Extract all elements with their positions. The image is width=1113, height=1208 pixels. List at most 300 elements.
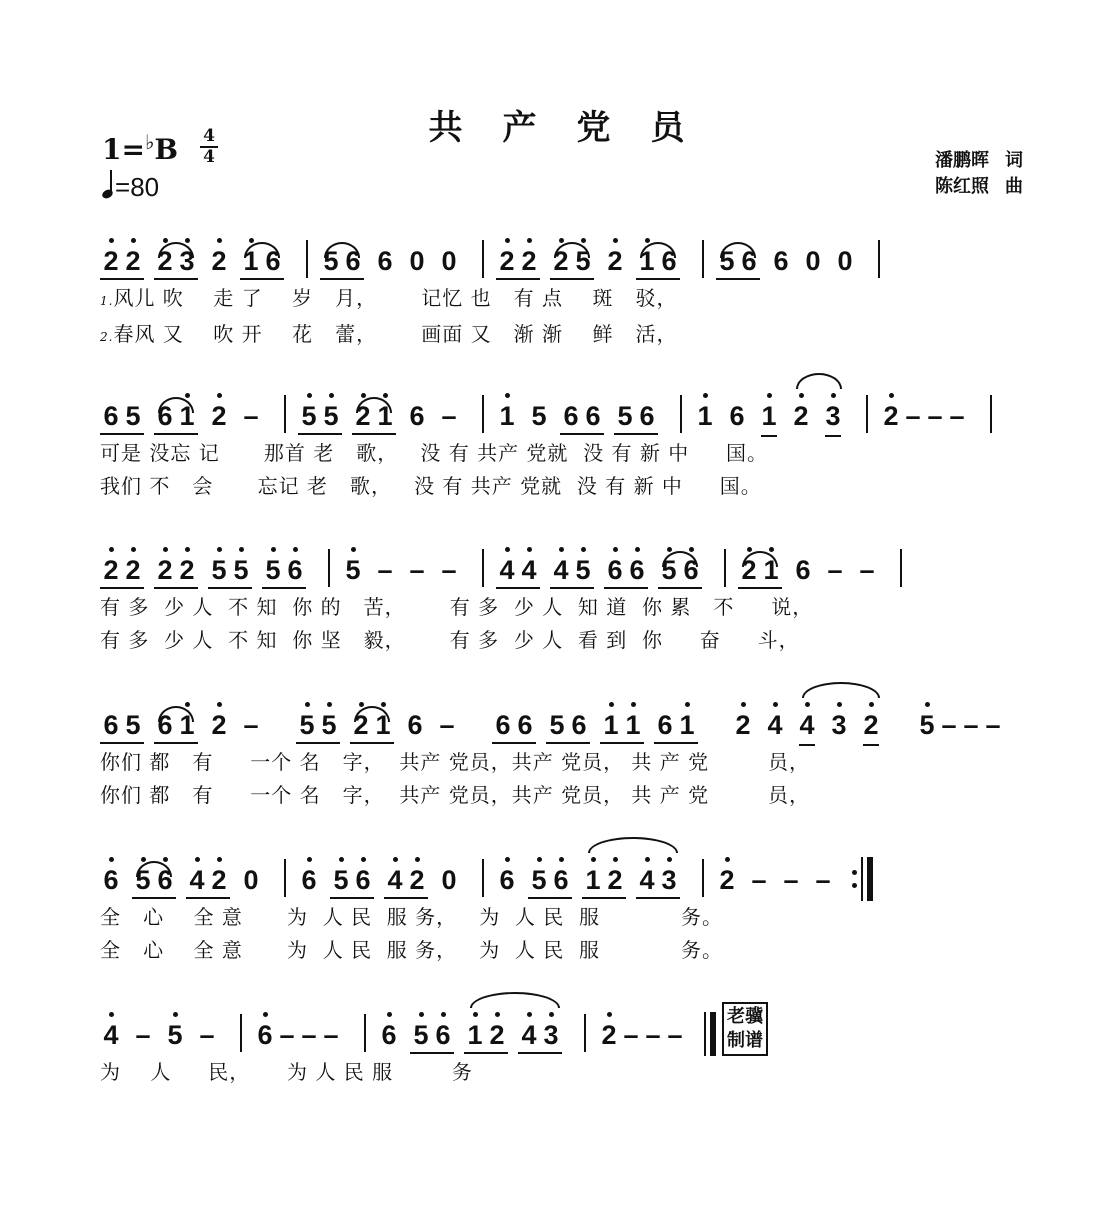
octave-dot (635, 547, 640, 552)
lyric-text: 有 多 少 人 不 知 你 的 苦， 有 多 少 人 知 道 你 累 不 说， (100, 595, 814, 619)
note-group (100, 555, 144, 591)
note: 2 (350, 710, 372, 740)
octave-dot (685, 702, 690, 707)
octave-dot (741, 702, 746, 707)
score-line (100, 841, 1030, 967)
bar-line (702, 859, 704, 897)
note: 2 (716, 865, 738, 895)
note: 6 (352, 865, 374, 895)
note-group (790, 401, 812, 437)
octave-dot (109, 857, 114, 862)
quarter-note-icon (101, 188, 114, 200)
note-group (196, 1020, 218, 1056)
note-group (654, 710, 698, 746)
octave-dot (131, 238, 136, 243)
octave-dot (415, 857, 420, 862)
note-group (496, 246, 540, 282)
key-equals: = (121, 133, 145, 166)
note-group (352, 401, 396, 437)
octave-dot (747, 547, 752, 552)
note: 2 (176, 555, 198, 585)
note: 6 (432, 1020, 454, 1050)
lyric-line (100, 624, 1030, 657)
slur-arc (354, 706, 390, 722)
note: 2 (790, 401, 812, 431)
eighth-underline (825, 435, 841, 437)
note: 1 (496, 401, 518, 431)
note: 5 (719, 246, 735, 276)
notes-staff (100, 996, 1030, 1056)
sustain-dash: – (751, 865, 767, 895)
quarter-note-stem (110, 170, 112, 194)
note: 5 (531, 401, 547, 431)
note: 2 (518, 246, 540, 276)
lyric-line (100, 591, 1030, 624)
note: 5 (208, 555, 230, 585)
slur-arc (136, 861, 172, 877)
octave-dot (925, 702, 930, 707)
note-group (406, 401, 428, 437)
composer-name: 陈红照 (935, 176, 989, 197)
note: 6 (157, 710, 173, 740)
note-group (598, 1020, 686, 1056)
time-sig-top: 4 (203, 126, 215, 146)
note-group (860, 710, 882, 746)
note-group (716, 246, 760, 282)
octave-dot (667, 547, 672, 552)
lyric-text: 全 心 全 意 为 人 民 服 务， 为 人 民 服 务。 (100, 905, 723, 929)
note: 6 (103, 401, 119, 431)
bar-line (328, 549, 330, 587)
octave-dot (667, 857, 672, 862)
octave-dot (361, 857, 366, 862)
note: 6 (298, 865, 320, 895)
slur-arc (796, 373, 842, 389)
octave-dot (831, 393, 836, 398)
octave-dot (327, 702, 332, 707)
lyric-text: 你们 都 有 一个 名 字， 共产 党员，共产 党员， 共 产 党 员， (100, 750, 811, 774)
note-group (132, 865, 176, 901)
note: 2 (604, 246, 626, 276)
octave-dot (773, 702, 778, 707)
sustain-dash: – (827, 555, 843, 585)
sustain-dash: – (243, 401, 259, 431)
note: 1 (582, 865, 604, 895)
lyric-line (100, 470, 1030, 503)
lyric-text: 有 多 少 人 不 知 你 坚 毅， 有 多 少 人 看 到 你 奋 斗， (100, 628, 800, 652)
note: 6 (563, 401, 579, 431)
note: 6 (550, 865, 572, 895)
note-group (528, 401, 550, 437)
note: 5 (330, 865, 352, 895)
time-signature (200, 128, 218, 166)
note: 1 (636, 246, 658, 276)
measure (598, 996, 696, 1056)
note-group (802, 246, 824, 282)
lyric-line (100, 282, 1030, 318)
bar-line (306, 240, 308, 278)
note: 5 (230, 555, 252, 585)
lyric-line (100, 437, 1030, 470)
octave-dot (293, 547, 298, 552)
note-group (438, 865, 460, 901)
note: 5 (528, 865, 550, 895)
note: 2 (496, 246, 518, 276)
octave-dot (631, 702, 636, 707)
eighth-underline (799, 744, 815, 746)
note: 0 (441, 865, 457, 895)
note: 4 (796, 710, 818, 740)
composer-credit (935, 174, 1023, 200)
note: 6 (154, 865, 176, 895)
score-line (100, 531, 1030, 657)
octave-dot (131, 547, 136, 552)
octave-dot (185, 702, 190, 707)
note: 6 (639, 401, 655, 431)
tempo-marking (102, 172, 159, 203)
note: 1 (622, 710, 644, 740)
note: 5 (164, 1020, 186, 1050)
octave-dot (387, 1012, 392, 1017)
octave-dot (769, 547, 774, 552)
note-group (438, 246, 460, 282)
note: 2 (208, 865, 230, 895)
note-group (880, 401, 968, 437)
sustain-dash: – (409, 555, 425, 585)
note-group (350, 710, 394, 746)
sustain-dash: – (985, 710, 1001, 740)
note: 2 (550, 246, 572, 276)
octave-dot (271, 547, 276, 552)
note-group (384, 865, 428, 901)
lyric-text: 春风 又 吹 开 花 蕾， 画面 又 渐 渐 鲜 活， (113, 322, 678, 346)
note: 5 (125, 710, 141, 740)
octave-dot (217, 238, 222, 243)
octave-dot (527, 1012, 532, 1017)
bar-line (482, 549, 484, 587)
note: 5 (318, 710, 340, 740)
note-group (496, 865, 518, 901)
octave-dot (537, 857, 542, 862)
lyric-line (100, 746, 1030, 779)
note-group (406, 555, 428, 591)
note: 5 (549, 710, 565, 740)
note-group (296, 710, 340, 746)
note: 5 (323, 246, 339, 276)
note-group (764, 710, 786, 746)
note: 2 (406, 865, 428, 895)
note: 2 (860, 710, 882, 740)
sustain-dash: – (927, 401, 943, 431)
octave-dot (239, 547, 244, 552)
measure (100, 686, 272, 746)
note: 3 (658, 865, 680, 895)
lyricist-role: 词 (1005, 150, 1023, 171)
sustain-dash: – (623, 1020, 639, 1050)
note-group (298, 401, 342, 437)
slur-arc (554, 242, 590, 258)
octave-dot (441, 1012, 446, 1017)
note: 6 (517, 710, 533, 740)
flat-icon: ♭ (144, 130, 155, 154)
bar-line (900, 549, 902, 587)
note-group (582, 865, 626, 901)
slur-arc (742, 551, 778, 567)
note-group (154, 710, 198, 746)
slur-arc (662, 551, 698, 567)
lyric-text: 你们 都 有 一个 名 字， 共产 党员，共产 党员， 共 产 党 员， (100, 783, 811, 807)
note-group (834, 246, 856, 282)
note: 3 (176, 246, 198, 276)
song-title: 共产党员 (428, 108, 725, 148)
note-group (208, 555, 252, 591)
note: 2 (732, 710, 754, 740)
note-group (528, 865, 572, 901)
measure (738, 531, 888, 591)
note-group (600, 710, 644, 746)
note-group (404, 710, 426, 746)
time-sig-bottom: 4 (203, 147, 215, 167)
octave-dot (799, 393, 804, 398)
sustain-dash: – (963, 710, 979, 740)
note-group (154, 246, 198, 282)
octave-dot (505, 393, 510, 398)
octave-dot (381, 702, 386, 707)
sustain-dash: – (301, 1020, 317, 1050)
note: 5 (617, 401, 633, 431)
sustain-dash: – (199, 1020, 215, 1050)
note-group (208, 401, 230, 437)
note: 2 (598, 1020, 620, 1050)
note: 1 (464, 1020, 486, 1050)
note-group (342, 555, 364, 591)
octave-dot (217, 393, 222, 398)
note: 5 (916, 710, 938, 740)
octave-dot (725, 857, 730, 862)
octave-dot (607, 1012, 612, 1017)
note-group (374, 555, 396, 591)
note-group (100, 865, 122, 901)
note-group (154, 401, 198, 437)
eighth-underline (761, 435, 777, 437)
measure (716, 841, 844, 901)
octave-dot (581, 238, 586, 243)
lyric-line (100, 318, 1030, 354)
bar-line (680, 395, 682, 433)
note: 2 (738, 555, 760, 585)
note: 6 (157, 401, 173, 431)
note-group (614, 401, 658, 437)
note-group (550, 246, 594, 282)
octave-dot (339, 857, 344, 862)
octave-dot (419, 1012, 424, 1017)
lyric-text: 风儿 吹 走 了 岁 月， 记忆 也 有 点 斑 驳， (113, 286, 678, 310)
octave-dot (645, 857, 650, 862)
note: 6 (103, 710, 119, 740)
note: 2 (208, 246, 230, 276)
stamp-line-1: 老骥 (727, 1006, 763, 1027)
credits (935, 148, 1023, 200)
octave-dot (527, 238, 532, 243)
note: 2 (154, 555, 176, 585)
note: 0 (441, 246, 457, 276)
octave-dot (141, 857, 146, 862)
note: 0 (837, 246, 853, 276)
octave-dot (505, 238, 510, 243)
measure (298, 841, 470, 901)
sustain-dash: – (815, 865, 831, 895)
octave-dot (383, 393, 388, 398)
note: 1 (240, 246, 262, 276)
note-group (100, 710, 144, 746)
note: 6 (680, 555, 702, 585)
note: 6 (585, 401, 601, 431)
octave-dot (527, 547, 532, 552)
octave-dot (217, 702, 222, 707)
slur-arc (720, 242, 756, 258)
note-group (132, 1020, 154, 1056)
note-group (822, 401, 844, 437)
octave-dot (559, 547, 564, 552)
sustain-dash: – (243, 710, 259, 740)
note: 2 (154, 246, 176, 276)
bar-line (284, 859, 286, 897)
sustain-dash: – (905, 401, 921, 431)
score-line (100, 377, 1030, 503)
note-group (694, 401, 716, 437)
measure (320, 222, 470, 282)
note-group (770, 246, 792, 282)
note: 2 (208, 710, 230, 740)
note-group (438, 401, 460, 437)
note: 5 (572, 555, 594, 585)
note-group (636, 246, 680, 282)
note-group (406, 246, 428, 282)
note: 4 (100, 1020, 122, 1050)
note: 1 (758, 401, 780, 431)
lyricist-name: 潘鹏晖 (935, 150, 989, 171)
slur-arc (158, 706, 194, 722)
key-tonic-number: 1 (102, 133, 122, 166)
measure (100, 222, 294, 282)
notes-staff (100, 841, 1030, 901)
key-note: B (154, 133, 179, 166)
note-group (758, 401, 780, 437)
note: 6 (409, 401, 425, 431)
octave-dot (195, 857, 200, 862)
note: 2 (208, 401, 230, 431)
note-group (780, 865, 802, 901)
sustain-dash: – (949, 401, 965, 431)
bar-line (702, 240, 704, 278)
bar-line (866, 395, 868, 433)
sustain-dash: – (859, 555, 875, 585)
note: 1 (374, 401, 396, 431)
note: 6 (795, 555, 811, 585)
score-line (100, 222, 1030, 354)
note-group (438, 555, 460, 591)
note-group (320, 246, 364, 282)
bar-line (284, 395, 286, 433)
note: 2 (100, 246, 122, 276)
note-group (208, 246, 230, 282)
note: 5 (572, 246, 594, 276)
note: 6 (626, 555, 648, 585)
octave-dot (263, 1012, 268, 1017)
note-group (164, 1020, 186, 1056)
lyricist-credit (935, 148, 1023, 174)
note-group (604, 555, 648, 591)
note: 4 (636, 865, 658, 895)
composer-role: 曲 (1005, 176, 1023, 197)
lyric-line (100, 901, 1030, 934)
measure (492, 686, 708, 746)
bar-line (482, 859, 484, 897)
note: 4 (550, 555, 572, 585)
octave-dot (495, 1012, 500, 1017)
bar-line (990, 395, 992, 433)
note: 5 (262, 555, 284, 585)
note: 6 (284, 555, 306, 585)
note-group (748, 865, 770, 901)
note: 2 (486, 1020, 508, 1050)
note: 6 (265, 246, 281, 276)
note: 6 (378, 1020, 400, 1050)
measure (496, 222, 690, 282)
notes-staff (100, 222, 1030, 282)
measure (496, 531, 712, 591)
score-line (100, 686, 1030, 812)
note: 4 (518, 555, 540, 585)
tempo-equals: = (115, 172, 131, 202)
octave-dot (351, 547, 356, 552)
octave-dot (393, 857, 398, 862)
note: 6 (604, 555, 626, 585)
repeat-dots (852, 860, 857, 898)
octave-dot (689, 547, 694, 552)
repeat-end-barline (852, 857, 873, 901)
octave-dot (645, 238, 650, 243)
note-group (492, 710, 536, 746)
note: 1 (372, 710, 394, 740)
sustain-dash: – (667, 1020, 683, 1050)
octave-dot (361, 393, 366, 398)
note: 2 (122, 555, 144, 585)
note: 1 (600, 710, 622, 740)
octave-dot (173, 1012, 178, 1017)
note-group (916, 710, 1004, 746)
octave-dot (359, 702, 364, 707)
octave-dot (163, 238, 168, 243)
octave-dot (109, 1012, 114, 1017)
octave-dot (559, 238, 564, 243)
repeat-dot (852, 870, 857, 875)
lyric-text: 可是 没忘 记 那首 老 歌， 没 有 共产 党就 没 有 新 中 国。 (100, 441, 769, 465)
note: 6 (661, 246, 677, 276)
note: 6 (495, 710, 511, 740)
bar-line (240, 1014, 242, 1052)
lyric-text: 为 人 民， 为 人 民 服 务 (100, 1060, 473, 1084)
note-group (240, 401, 262, 437)
note-group (378, 1020, 400, 1056)
slur-arc (470, 992, 560, 1008)
sustain-dash: – (439, 710, 455, 740)
note: 6 (377, 246, 393, 276)
bar-line (878, 240, 880, 278)
note: 6 (729, 401, 745, 431)
octave-dot (613, 857, 618, 862)
note: 2 (100, 555, 122, 585)
